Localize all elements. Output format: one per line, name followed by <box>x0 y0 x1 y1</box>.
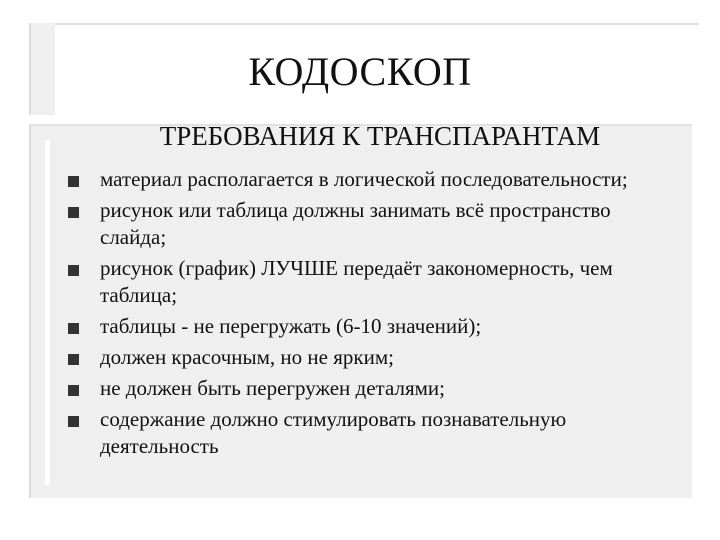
list-item <box>68 197 668 251</box>
bullet-text: материал располагается в логической последовательности; <box>100 167 628 191</box>
square-bullet-icon <box>68 207 79 218</box>
bullet-text: таблицы - не перегружать (6-10 значений); <box>100 314 482 338</box>
slide-title: КОДОСКОП <box>248 49 472 94</box>
list-item <box>68 313 668 340</box>
list-item <box>68 406 668 460</box>
bullet-text: рисунок или таблица должны занимать всё пространство слайда; <box>100 198 611 249</box>
bullet-text: содержание должно стимулировать познавательную деятельность <box>100 407 567 458</box>
slide-subtitle: ТРЕБОВАНИЯ К ТРАНСПАРАНТАМ <box>159 121 601 151</box>
list-item <box>68 344 668 371</box>
bullet-text: рисунок (график) ЛУЧШЕ передаёт закономерность, чем таблица; <box>100 256 613 307</box>
square-bullet-icon <box>68 265 79 276</box>
square-bullet-icon <box>68 176 79 187</box>
square-bullet-icon <box>68 416 79 427</box>
list-item <box>68 255 668 309</box>
list-item <box>68 166 668 193</box>
square-bullet-icon <box>68 385 79 396</box>
bullet-text: не должен быть перегружен деталями; <box>100 376 445 400</box>
bullet-text: должен красочным, но не ярким; <box>100 345 394 369</box>
square-bullet-icon <box>68 354 79 365</box>
square-bullet-icon <box>68 323 79 334</box>
content-panel-accent <box>45 140 50 485</box>
list-item <box>68 375 668 402</box>
bullet-list <box>68 166 668 464</box>
